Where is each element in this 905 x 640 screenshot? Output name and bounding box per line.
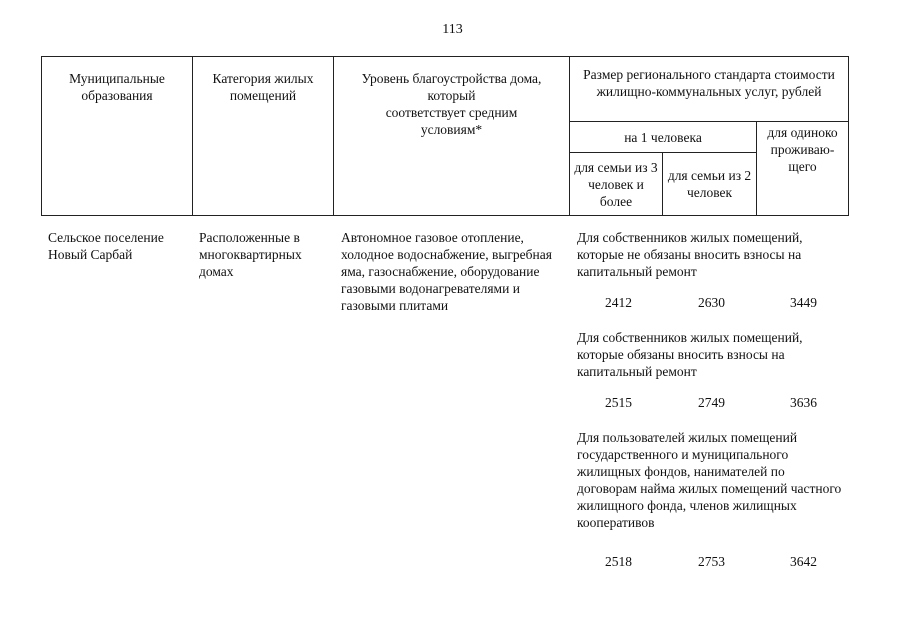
header-level-line: условиям* <box>420 122 483 137</box>
group-title: Для собственников жилых помещений, которые обязаны вносить взносы на капитальный ремонт <box>577 330 803 379</box>
category-cell: Расположенные в многоквартирных домах <box>199 230 302 279</box>
standard-group <box>577 329 847 411</box>
group-title: Для собственников жилых помещений, которые не обязаны вносить взносы на капитальный ремонт <box>577 230 803 279</box>
header-municipal: Муниципальные образования <box>42 57 193 216</box>
header-per-person: на 1 человека <box>570 122 757 153</box>
page-number: 113 <box>442 22 463 37</box>
header-category: Категория жилых помещений <box>193 57 334 216</box>
values-row <box>577 294 847 311</box>
value-family-2: 2753 <box>698 554 725 569</box>
level-cell: Автономное газовое отопление, холодное водоснабжение, выгребная яма, газоснабжение, оборудование газовыми водонагревателями и газовыми плитами <box>341 230 552 313</box>
standards-column <box>577 229 847 588</box>
header-size: Размер регионального стандарта стоимости жилищно-коммунальных услуг, рублей <box>570 57 849 122</box>
header-level-line: который <box>427 88 476 103</box>
value-family-3: 2518 <box>605 554 632 569</box>
group-title: Для пользователей жилых помещений государственного и муниципального жилищных фондов, нанимателей по договорам найма жилых помещений частного жилищного фонда, членов жилищных кооперативов <box>577 430 842 530</box>
header-table <box>41 56 849 216</box>
standard-group <box>577 229 847 311</box>
header-single: для одиноко проживаю-щего <box>757 122 849 216</box>
header-family-3: для семьи из 3 человек и более <box>570 153 663 216</box>
value-single: 3642 <box>790 554 817 569</box>
header-level-line: соответствует средним <box>385 105 518 120</box>
value-family-3: 2515 <box>605 395 632 410</box>
value-family-3: 2412 <box>605 295 632 310</box>
header-level <box>334 57 570 216</box>
value-single: 3636 <box>790 395 817 410</box>
municipality-cell: Сельское поселение Новый Сарбай <box>48 230 164 262</box>
value-family-2: 2749 <box>698 395 725 410</box>
header-family-2: для семьи из 2 человек <box>663 153 757 216</box>
values-row <box>577 394 847 411</box>
standard-group <box>577 429 847 570</box>
header-level-line: Уровень благоустройства дома, <box>361 71 542 86</box>
value-single: 3449 <box>790 295 817 310</box>
values-row <box>577 553 847 570</box>
value-family-2: 2630 <box>698 295 725 310</box>
